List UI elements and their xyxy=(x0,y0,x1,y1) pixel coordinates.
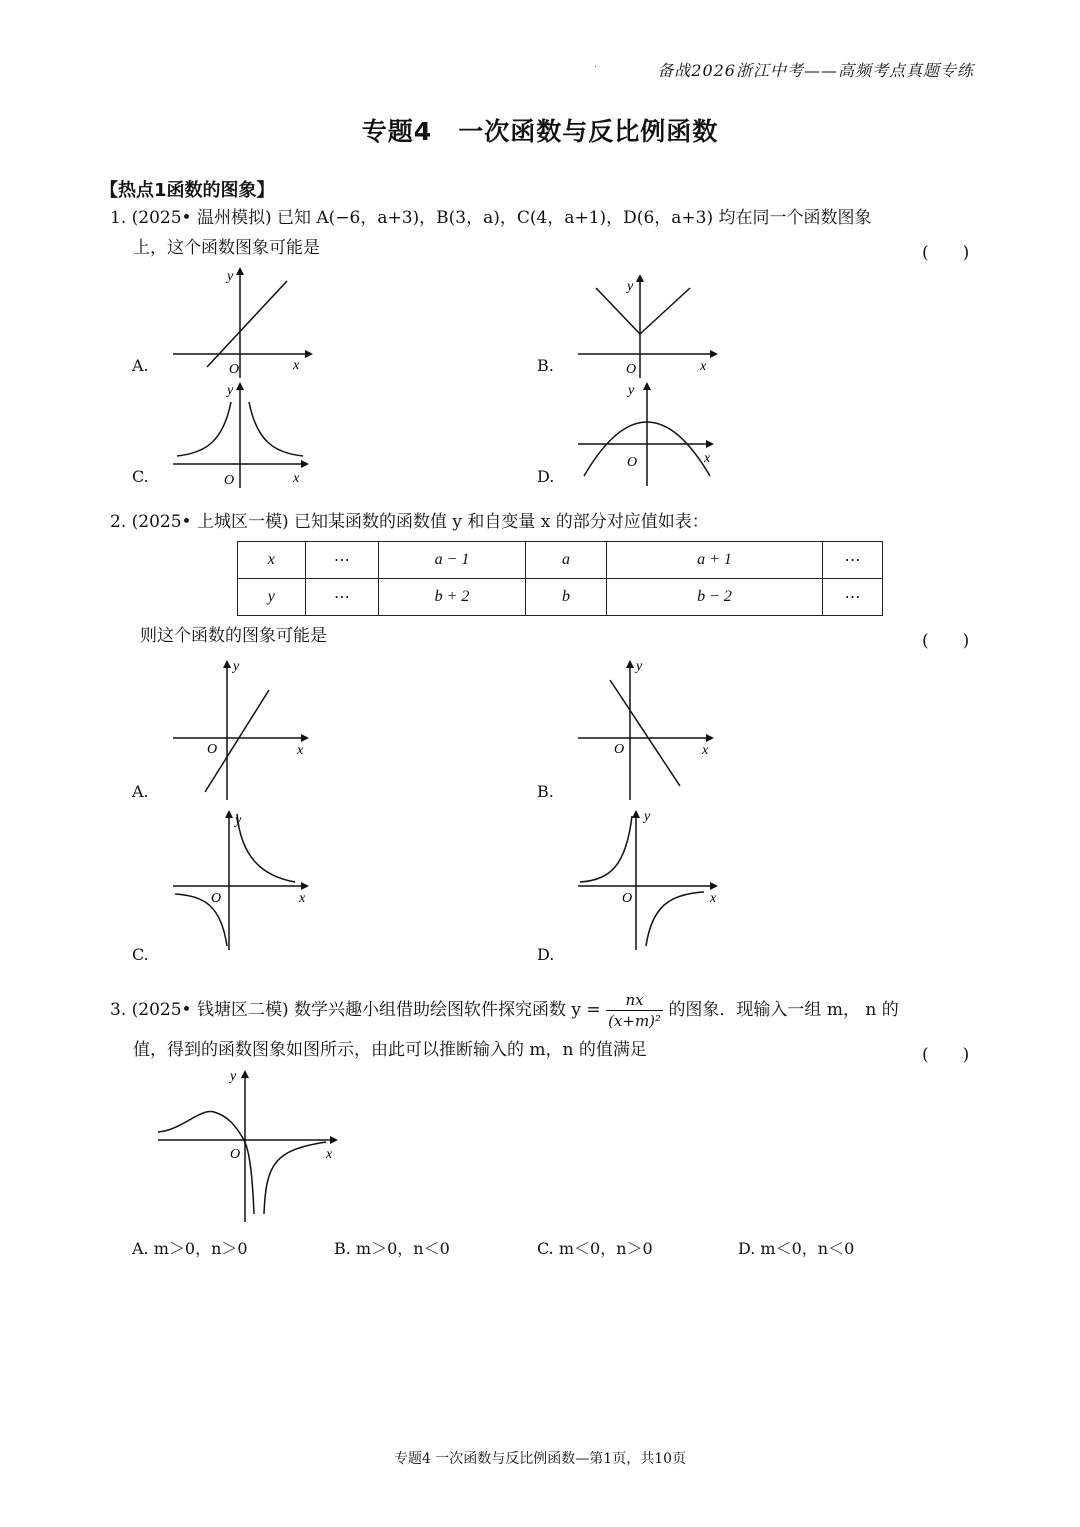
q1-option-c-label: C. xyxy=(132,467,149,486)
axis-x-label: x xyxy=(293,471,300,486)
q3-fraction-denominator: (x+m)² xyxy=(608,1012,662,1030)
q2-graph-d xyxy=(570,806,720,952)
axis-origin: O xyxy=(627,455,638,470)
table-cell: y xyxy=(238,579,306,616)
axis-y-label: y xyxy=(227,269,234,284)
q3-line2: 值，得到的函数图象如图所示，由此可以推断输入的 m，n 的值满足 xyxy=(133,1040,647,1060)
axis-origin: O xyxy=(230,1147,241,1162)
table-cell: ⋯ xyxy=(822,542,882,579)
table-cell: b xyxy=(525,579,606,616)
q2-graph-b xyxy=(570,656,720,802)
table-cell: a xyxy=(525,542,606,579)
axis-y-label: y xyxy=(627,279,634,294)
axis-x-label: x xyxy=(297,743,304,758)
table-cell: ⋯ xyxy=(305,579,379,616)
header-dot: · xyxy=(594,62,598,73)
section-heading: 【热点1函数的图象】 xyxy=(100,180,275,201)
table-cell: x xyxy=(238,542,306,579)
q3-line1-prefix: 3. (2025• 钱塘区二模) 数学兴趣小组借助绘图软件探究函数 y = xyxy=(110,1000,601,1020)
q2-option-d-label: D. xyxy=(537,945,555,964)
header-series: 备战2026浙江中考——高频考点真题专练 xyxy=(657,61,974,80)
q1-answer-paren: ( ) xyxy=(922,243,970,263)
q3-fraction-numerator: nx xyxy=(606,990,663,1011)
table-cell: ⋯ xyxy=(822,579,882,616)
q2-graph-a xyxy=(165,656,315,802)
q2-line1: 2. (2025• 上城区一模) 已知某函数的函数值 y 和自变量 x 的部分对应值如表： xyxy=(110,512,709,532)
q2-option-b-label: B. xyxy=(537,782,554,801)
q2-option-a-label: A. xyxy=(132,782,149,801)
q2-graph-c xyxy=(165,806,315,952)
table-cell: a + 1 xyxy=(607,542,823,579)
page-title: 专题4 一次函数与反比例函数 xyxy=(361,117,719,146)
table-row xyxy=(238,542,883,579)
axis-origin: O xyxy=(614,742,625,757)
q3-line1-suffix: 的图象．现输入一组 m， n 的 xyxy=(668,1000,899,1020)
axis-y-label: y xyxy=(636,659,643,674)
q1-option-a-label: A. xyxy=(132,356,149,375)
q1-option-b-label: B. xyxy=(537,356,554,375)
axis-origin: O xyxy=(626,362,637,377)
q1-line1: 1. (2025• 温州模拟) 已知 A(−6，a+3)，B(3，a)，C(4，a+1)，D(6，a+3) 均在同一个函数图象 xyxy=(110,208,872,228)
axis-origin: O xyxy=(224,473,235,488)
q3-option-a: A. m＞0，n＞0 xyxy=(132,1239,248,1258)
q3-option-b: B. m＞0，n＜0 xyxy=(334,1239,450,1258)
table-cell: ⋯ xyxy=(305,542,379,579)
axis-x-label: x xyxy=(704,451,711,466)
table-cell: b + 2 xyxy=(379,579,526,616)
q1-graph-b xyxy=(570,272,720,380)
axis-x-label: x xyxy=(702,743,709,758)
q3-fraction xyxy=(606,990,663,1031)
axis-x-label: x xyxy=(293,358,300,373)
q1-graph-d xyxy=(570,380,720,490)
axis-y-label: y xyxy=(644,809,651,824)
axis-origin: O xyxy=(622,891,633,906)
page-footer: 专题4 一次函数与反比例函数—第1页，共10页 xyxy=(393,1451,687,1467)
axis-y-label: y xyxy=(233,659,240,674)
q3-answer-paren: ( ) xyxy=(922,1045,970,1065)
q3-option-c: C. m＜0，n＞0 xyxy=(537,1239,653,1258)
q1-line2: 上，这个函数图象可能是 xyxy=(133,238,320,258)
axis-x-label: x xyxy=(700,359,707,374)
q2-answer-paren: ( ) xyxy=(922,631,970,651)
axis-origin: O xyxy=(229,362,240,377)
table-row xyxy=(238,579,883,616)
q1-graph-a xyxy=(165,265,315,380)
q3-option-d: D. m＜0，n＜0 xyxy=(738,1239,855,1258)
q2-line2: 则这个函数的图象可能是 xyxy=(140,626,327,646)
axis-origin: O xyxy=(207,742,218,757)
q1-option-d-label: D. xyxy=(537,467,555,486)
q3-graph xyxy=(152,1064,352,1224)
q1-graph-c xyxy=(165,380,315,490)
q3-line1 xyxy=(110,990,899,1031)
q2-value-table xyxy=(237,541,883,616)
axis-origin: O xyxy=(211,891,222,906)
q2-option-c-label: C. xyxy=(132,945,149,964)
axis-x-label: x xyxy=(326,1147,333,1162)
axis-y-label: y xyxy=(628,383,635,398)
table-cell: a − 1 xyxy=(379,542,526,579)
table-cell: b − 2 xyxy=(607,579,823,616)
axis-x-label: x xyxy=(299,891,306,906)
axis-y-label: y xyxy=(235,813,242,828)
axis-x-label: x xyxy=(710,891,717,906)
axis-y-label: y xyxy=(230,1069,237,1084)
axis-y-label: y xyxy=(227,383,234,398)
